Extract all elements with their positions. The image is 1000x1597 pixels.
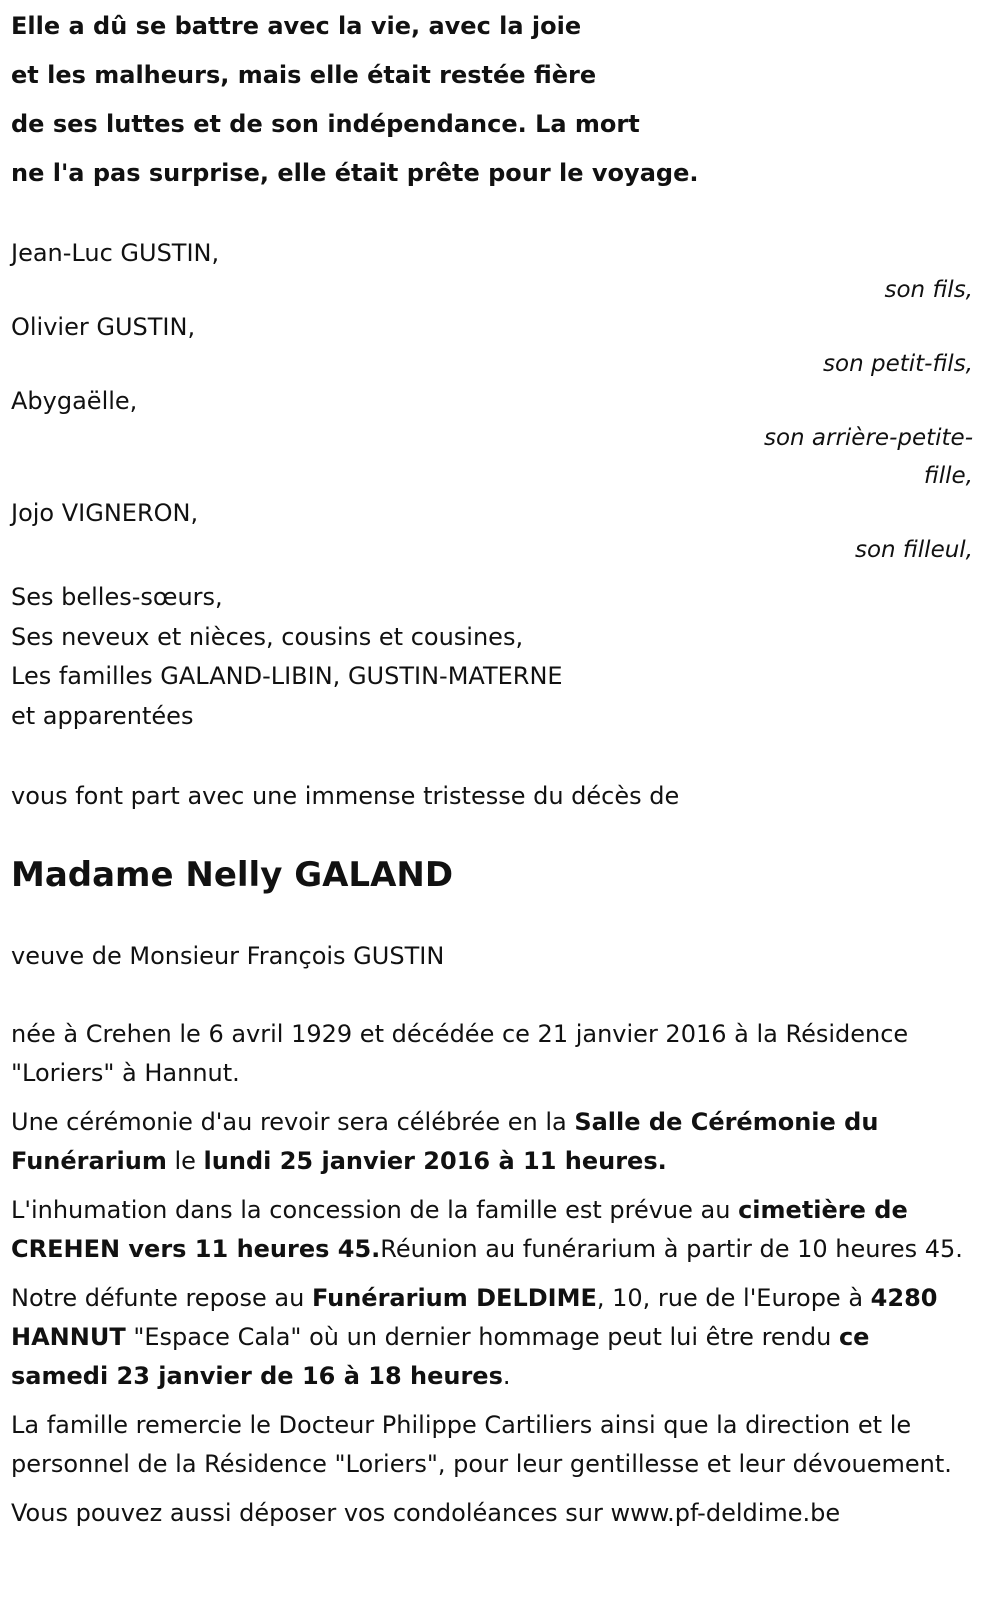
relative-row xyxy=(11,235,973,309)
obituary-notice xyxy=(11,0,973,1533)
burial-place-time: cimetière de CREHEN vers 11 heures 45. xyxy=(11,1196,908,1263)
relative-role: son filleul, xyxy=(854,537,973,563)
ceremony-text: le xyxy=(166,1147,204,1175)
deceased-name: Madame Nelly GALAND xyxy=(11,855,454,895)
extended-family-line: Les familles GALAND-LIBIN, GUSTIN-MATERNE xyxy=(11,662,563,690)
relatives-list xyxy=(11,235,973,569)
quote-line: ne l'a pas surprise, elle était prête pour le voyage. xyxy=(11,159,699,187)
relative-name: Olivier GUSTIN, xyxy=(11,313,196,341)
burial-paragraph xyxy=(11,1191,973,1269)
extended-family-line: et apparentées xyxy=(11,701,194,730)
relative-role: son fils, xyxy=(884,277,973,303)
repose-text: "Espace Cala" où un dernier hommage peut lui être rendu xyxy=(125,1323,839,1351)
burial-text: L'inhumation dans la concession de la famille est prévue au xyxy=(11,1196,739,1224)
repose-text: . xyxy=(502,1362,511,1390)
repose-text: Notre défunte repose au xyxy=(11,1284,312,1312)
ceremony-venue: Salle de Cérémonie du Funérarium xyxy=(11,1108,879,1175)
relative-name: Jean-Luc GUSTIN, xyxy=(11,239,220,267)
opening-quote xyxy=(11,0,973,198)
relative-role: fille, xyxy=(923,463,973,489)
relative-role: son arrière-petite- xyxy=(763,425,973,451)
quote-line: de ses luttes et de son indépendance. La mort xyxy=(11,110,640,138)
widow-of-text: veuve de Monsieur François GUSTIN xyxy=(11,942,445,970)
burial-text: Réunion au funérarium à partir de 10 heures 45. xyxy=(380,1235,963,1263)
repose-text: , 10, rue de l'Europe à xyxy=(596,1284,871,1312)
relative-name: Jojo VIGNERON, xyxy=(11,499,199,527)
ceremony-text: Une cérémonie d'au revoir sera célébrée en la xyxy=(11,1108,575,1136)
repose-paragraph xyxy=(11,1279,973,1396)
quote-line: et les malheurs, mais elle était restée fière xyxy=(11,61,597,89)
extended-family-line: Ses neveux et nièces, cousins et cousines, xyxy=(11,622,524,651)
relative-role: son petit-fils, xyxy=(823,351,973,377)
announcement-text: vous font part avec une immense tristesse du décès de xyxy=(11,782,680,810)
funeral-home-city: 4280 HANNUT xyxy=(11,1284,938,1351)
relative-row xyxy=(11,383,973,495)
condolences-paragraph: Vous pouvez aussi déposer vos condoléances sur www.pf-deldime.be xyxy=(11,1499,841,1527)
thanks-paragraph: La famille remercie le Docteur Philippe Cartiliers ainsi que la direction et le personnel de la Résidence "Loriers", pour leur gentillesse et leur dévouement. xyxy=(11,1411,952,1478)
quote-line: Elle a dû se battre avec la vie, avec la joie xyxy=(11,12,582,40)
funeral-home-name: Funérarium DELDIME xyxy=(311,1284,597,1312)
birth-death-paragraph: née à Crehen le 6 avril 1929 et décédée ce 21 janvier 2016 à la Résidence "Loriers" à Hannut. xyxy=(11,1020,909,1087)
extended-family xyxy=(11,578,973,736)
ceremony-paragraph xyxy=(11,1103,973,1181)
relative-row xyxy=(11,309,973,383)
extended-family-line: Ses belles-sœurs, xyxy=(11,583,223,611)
visitation-time: ce samedi 23 janvier de 16 à 18 heures xyxy=(11,1323,870,1390)
relative-row xyxy=(11,495,973,569)
relative-name: Abygaëlle, xyxy=(11,387,138,415)
ceremony-date: lundi 25 janvier 2016 à 11 heures. xyxy=(203,1147,667,1175)
